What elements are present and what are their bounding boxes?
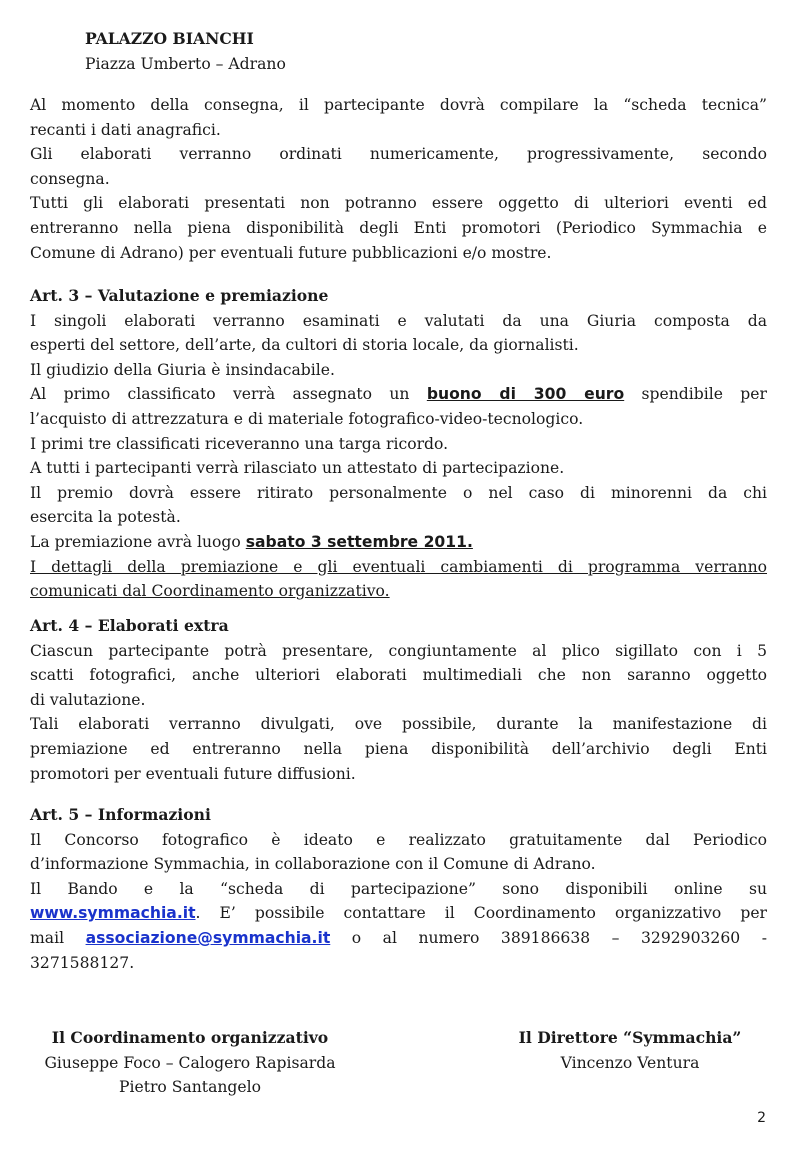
signature-left-names: Giuseppe Foco – Calogero Rapisarda <box>44 1053 336 1072</box>
venue-address: Piazza Umberto – Adrano <box>85 54 286 73</box>
art4-line: premiazione ed entreranno nella piena disponibilità dell’archivio degli Enti <box>30 739 767 758</box>
art3-line: Il giudizio della Giuria è insindacabile. <box>30 360 335 379</box>
art3-line: I singoli elaborati verranno esaminati e valutati da una Giuria composta da <box>30 311 767 330</box>
art3-note-line: I dettagli della premiazione e gli eventuali cambiamenti di programma verranno <box>30 557 767 576</box>
art4-line: promotori per eventuali future diffusioni. <box>30 764 356 783</box>
art5-email-line <box>30 926 767 951</box>
art5-email-pre: mail <box>30 928 65 947</box>
art5-line: Il Concorso fotografico è ideato e realizzato gratuitamente dal Periodico <box>30 830 767 849</box>
venue-name: PALAZZO BIANCHI <box>85 29 254 48</box>
art3-date-pre: La premiazione avrà luogo <box>30 532 241 551</box>
art4-line: di valutazione. <box>30 690 146 709</box>
intro-line: Al momento della consegna, il partecipante dovrà compilare la “scheda tecnica” <box>30 96 767 114</box>
signature-right <box>480 1026 780 1075</box>
website-link[interactable]: www.symmachia.it <box>30 904 196 923</box>
email-link[interactable]: associazione@symmachia.it <box>85 928 331 947</box>
art5-section <box>30 803 767 975</box>
art3-prize-post: spendibile per <box>641 385 767 404</box>
signature-right-title: Il Direttore “Symmachia” <box>518 1028 742 1047</box>
venue-block <box>85 27 585 76</box>
page-number: 2 <box>757 1110 766 1126</box>
signature-left-names: Pietro Santangelo <box>119 1078 261 1097</box>
art3-prize-line <box>30 382 767 407</box>
intro-line: Tutti gli elaborati presentati non potranno essere oggetto di ulteriori eventi ed <box>30 194 767 213</box>
art3-section <box>30 284 767 604</box>
art3-prize-pre: Al primo classificato verrà assegnato un <box>30 385 410 404</box>
signature-left <box>20 1026 360 1100</box>
prize-amount: buono di 300 euro <box>426 385 625 404</box>
signature-left-title: Il Coordinamento organizzativo <box>51 1028 329 1047</box>
art3-line: I primi tre classificati riceveranno una targa ricordo. <box>30 434 449 453</box>
art3-line: Il premio dovrà essere ritirato personalmente o nel caso di minorenni da chi <box>30 483 767 502</box>
signature-right-name: Vincenzo Ventura <box>560 1053 700 1072</box>
art5-website-line <box>30 901 767 926</box>
intro-line: entreranno nella piena disponibilità degli Enti promotori (Periodico Symmachia e <box>30 218 767 237</box>
art3-note-line: comunicati dal Coordinamento organizzativo. <box>30 582 390 601</box>
art5-website-post: . E’ possibile contattare il Coordinamento organizzativo per <box>195 904 767 923</box>
art4-section <box>30 614 767 786</box>
art5-line: 3271588127. <box>30 953 135 972</box>
art4-title: Art. 4 – Elaborati extra <box>30 616 229 635</box>
art5-line: Il Bando e la “scheda di partecipazione” sono disponibili online su <box>30 879 767 898</box>
art5-line: d’informazione Symmachia, in collaborazione con il Comune di Adrano. <box>30 855 596 874</box>
art3-date-line <box>30 530 767 555</box>
intro-line: recanti i dati anagrafici. <box>30 120 221 139</box>
art5-title: Art. 5 – Informazioni <box>30 805 211 824</box>
intro-line: Comune di Adrano) per eventuali future pubblicazioni e/o mostre. <box>30 243 552 262</box>
art3-line: esercita la potestà. <box>30 508 181 527</box>
art3-title: Art. 3 – Valutazione e premiazione <box>30 286 329 305</box>
art4-line: Tali elaborati verranno divulgati, ove possibile, durante la manifestazione di <box>30 715 767 734</box>
art4-line: Ciascun partecipante potrà presentare, congiuntamente al plico sigillato con i 5 <box>30 641 767 660</box>
intro-line: consegna. <box>30 169 110 188</box>
art3-line: A tutti i partecipanti verrà rilasciato un attestato di partecipazione. <box>30 459 565 478</box>
art3-line: l’acquisto di attrezzatura e di materiale fotografico-video-tecnologico. <box>30 409 584 428</box>
intro-section <box>30 93 767 265</box>
intro-line: Gli elaborati verranno ordinati numericamente, progressivamente, secondo <box>30 145 767 164</box>
award-date: sabato 3 settembre 2011. <box>245 532 473 551</box>
art4-line: scatti fotografici, anche ulteriori elaborati multimediali che non saranno oggetto <box>30 666 767 685</box>
art3-line: esperti del settore, dell’arte, da cultori di storia locale, da giornalisti. <box>30 336 579 355</box>
art5-email-post: o al numero 389186638 – 3292903260 - <box>351 928 767 947</box>
